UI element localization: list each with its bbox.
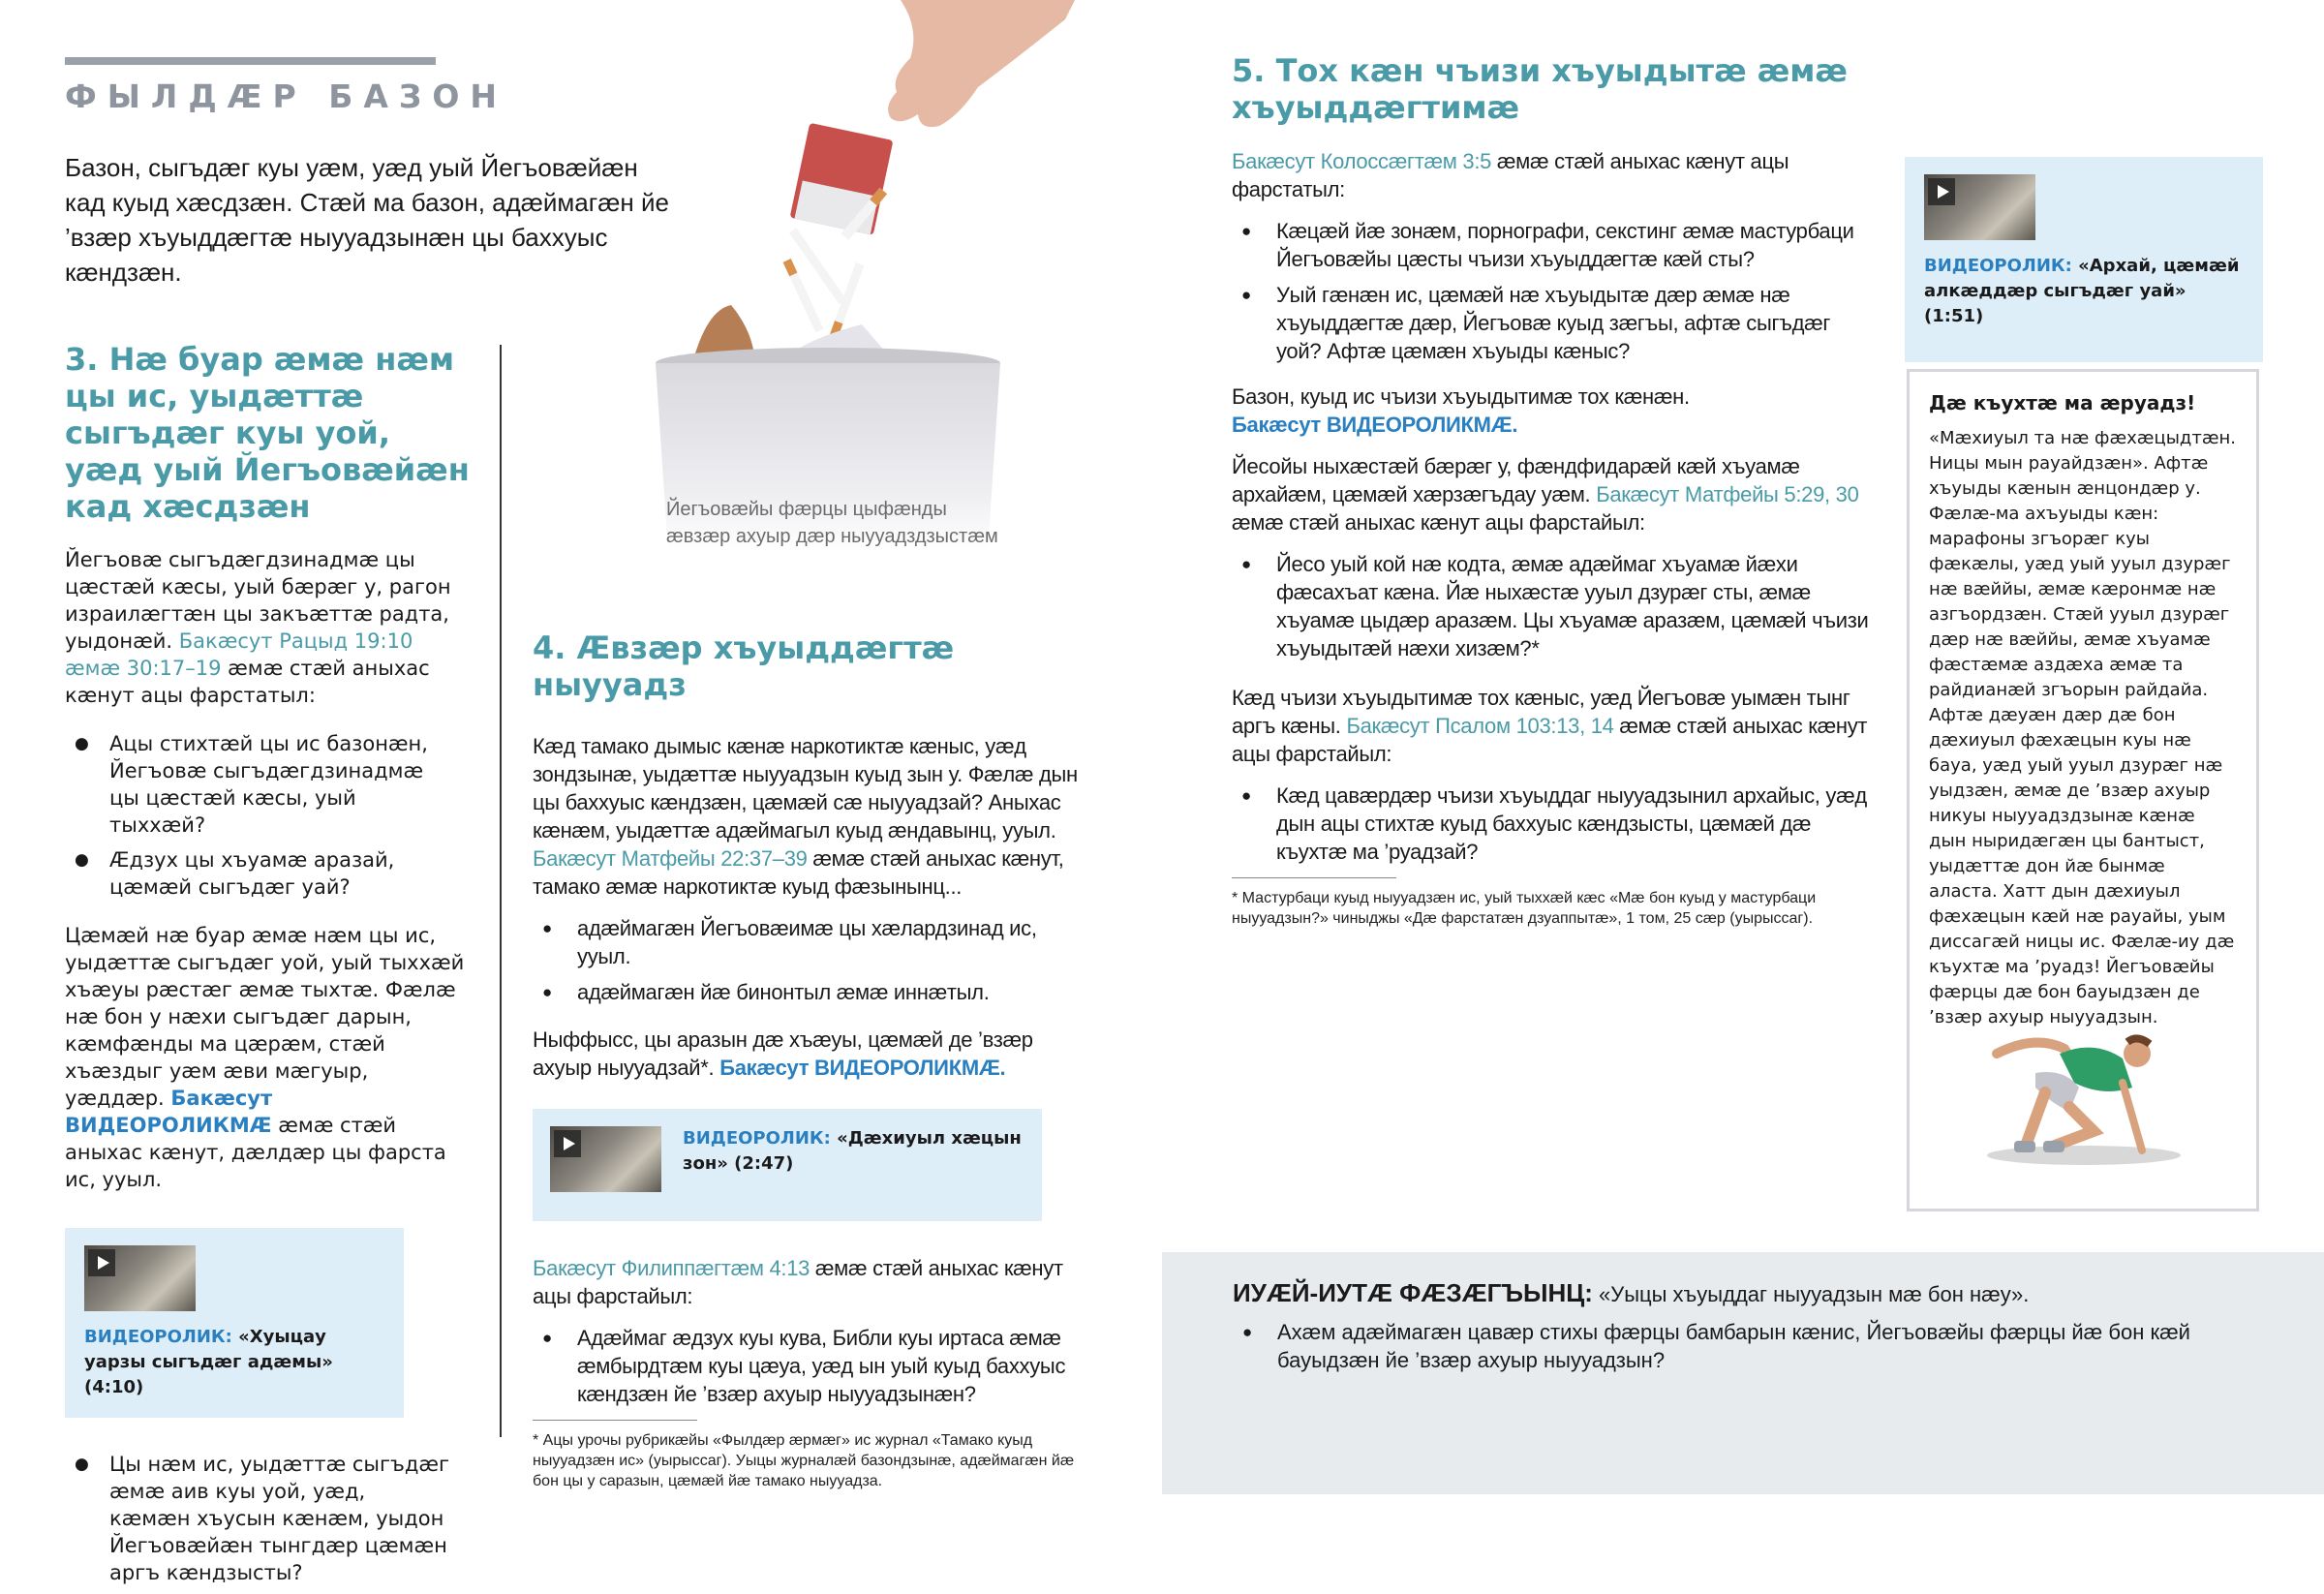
question-list-2: [65, 1451, 452, 1586]
video-label: ВИДЕОРОЛИК:: [1924, 256, 2072, 276]
section-3-heading: 3. Нæ буар æмæ нæм цы ис, уыдæттæ сыгъдæг куы уой, уæд уый Йегъовæйæн кад хæсдзæн: [65, 341, 470, 525]
runner-illustration: [1977, 1015, 2190, 1170]
question-item: ● Йесо уый кой нæ кодта, æмæ адæймаг хъуамæ йæхи фæсахъат кæна. Йæ ныхæстæ ууыл дзурæг сты, æмæ хъуамæ цыдæр аразæм. Цы хъуамæ аразæм, цæмæй чъизи хъуыдытæй нæхи хизæм?*: [1232, 550, 1881, 662]
section-5-paragraph-2: Базон, куыд ис чъизи хъуыдытимæ тох кæнæн. Бакæсут ВИДЕОРОЛИКМÆ.: [1232, 384, 1690, 437]
trash-can-illustration: [610, 0, 1075, 552]
review-label: ИУÆЙ-ИУТÆ ФÆЗÆГЪЫНЦ:: [1233, 1278, 1593, 1307]
play-icon[interactable]: [1928, 178, 1955, 205]
section-rule: [65, 57, 436, 65]
section-3-paragraph-2: Цæмæй нæ буар æмæ нæм цы ис, уыдæттæ сыгъдæг уой, уый тыххæй хъæуы рæстæг æмæ тыхтæ. Фæлæ нæ бон у нæхи сыгъдæг дарын, кæмфæнды ма цæрæм, стæй хъæздыг уæм æви мæгуыр, уæддæр. Бакæсут ВИДЕОРОЛИКМÆ æмæ стæй аныхас кæнут, дæлдæр цы фарста ис, ууыл.: [65, 924, 465, 1191]
review-quote: «Уыцы хъуыддаг ныууадзын мæ бон нæу».: [1592, 1282, 2030, 1306]
video-title: «Дæхиуыл хæцын зон» (2:47): [683, 1128, 1022, 1174]
play-icon[interactable]: [554, 1130, 581, 1157]
illustration-caption: Йегъовæйы фæрцы цыфæнды æвзæр ахуыр дæр ныууадздзыстæм: [666, 499, 998, 547]
section-5-heading: 5. Тох кæн чъизи хъуыдытæ æмæ хъуыддæгтимæ: [1232, 52, 1848, 126]
section-4-paragraph-2: Ныффысс, цы аразын дæ хъæуы, цæмæй де ’взæр ахуыр ныууадзай*. Бакæсут ВИДЕОРОЛИКМÆ.: [533, 1027, 1033, 1080]
review-question-list: [1233, 1318, 2201, 1374]
video-thumbnail[interactable]: [1924, 174, 2035, 240]
video-link[interactable]: Бакæсут ВИДЕОРОЛИКМÆ: [65, 1087, 273, 1137]
video-title: «Хуыцау уарзы сыгъдæг адæмы» (4:10): [84, 1327, 333, 1397]
topic-item: ● адæймагæн Йегъовæимæ цы хæлардзинад ис, ууыл.: [533, 914, 1094, 970]
section-4-paragraph: Кæд тамако дымыс кæнæ наркотиктæ кæныс, уæд зондзынæ, уыдæттæ ныууадзын куыд зын у. Фæлæ дын цы баххуыс кæндзæн, цæмæй сæ ныууадзай? Аныхас кæнæм, уыдæттæ адæймагыл куыд æндавынц, ууыл. Бакæсут Матфейы 22:37–39 æмæ стæй аныхас кæнут, тамако æмæ наркотиктæ куыд фæзынынц...: [533, 734, 1078, 899]
sidebar-video-box[interactable]: [1905, 157, 2263, 362]
video-title: «Архай, цæмæй алкæддæр сыгъдæг уай» (1:51): [1924, 256, 2240, 326]
video-thumbnail[interactable]: [84, 1245, 196, 1311]
question-list-2: [1232, 550, 1881, 662]
footnote-rule: [533, 1420, 697, 1421]
sidebar-box-title: Дæ къухтæ ма æруадз!: [1929, 391, 2196, 414]
question-item: ● Уый гæнæн ис, цæмæй нæ хъуыдытæ дæр æмæ нæ хъуыддæгтæ дæр, Йегъовæ куыд зæгъы, афтæ сыгъдæг уой? Афтæ цæмæн хъуыды кæныс?: [1232, 281, 1881, 365]
section-3: [65, 341, 472, 1594]
section-5-paragraph: Бакæсут Колоссæгтæм 3:5 æмæ стæй аныхас кæнут ацы фарстатыл:: [1232, 149, 1789, 201]
section-label: ФЫЛДÆР БАЗОН: [65, 77, 508, 115]
video-link[interactable]: Бакæсут ВИДЕОРОЛИКМÆ.: [1232, 413, 1518, 437]
section-3-paragraph: Йегъовæ сыгъдæгдзинадмæ цы цæстæй кæсы, уый бæрæг у, рагон израилæгтæн цы закъæттæ радта, уыдонæй. Бакæсут Рацыд 19:10 æмæ 30:17–19 æмæ стæй аныхас кæнут ацы фарстатыл:: [65, 548, 451, 707]
question-item: ● Адæймаг æдзух куы кува, Библи куы иртаса æмæ æмбырдтæм куы цæуа, уæд ын уый куыд баххуыс кæндзæн йе ’взæр ахуыр ныууадзынæн?: [533, 1324, 1094, 1408]
question-item: ● Ацы стихтæй цы ис базонæн, Йегъовæ сыгъдæгдзинадмæ цы цæстæй кæсы, уый тыххæй?: [65, 730, 452, 839]
scripture-link[interactable]: Бакæсут Рацыд 19:10 æмæ 30:17–19: [65, 629, 413, 680]
intro-paragraph: Базон, сыгъдæг куы уæм, уæд уый Йегъовæйæн кад куыд хæсдзæн. Стæй ма базон, адæймагæн йе ’взæр хъуыддæгтæ ныууадзынæн цы баххуыс кæндзæн.: [65, 153, 669, 287]
scripture-link[interactable]: Бакæсут Филиппæгтæм 4:13: [533, 1256, 810, 1280]
question-item: ● Цы нæм ис, уыдæттæ сыгъдæг æмæ аив куы уой, уæд, кæмæн хъусын кæнæм, уыдон Йегъовæйæн тынгдæр цæмæн аргъ кæндзысты?: [65, 1451, 452, 1586]
scripture-link[interactable]: Бакæсут Матфейы 5:29, 30: [1596, 482, 1859, 506]
question-item: ● Æдзух цы хъуамæ аразай, цæмæй сыгъдæг уай?: [65, 846, 452, 901]
video-label: ВИДЕОРОЛИК:: [683, 1128, 831, 1149]
footnote: * Ацы урочы рубрикæйы «Фылдæр æрмæг» ис журнал «Тамако куыд ныууадзæн ис» (уырыссаг). Уыцы журналæй базондзынæ, адæймагæн йæ бон цы у саразын, цæмæй йæ тамако ныууадза.: [533, 1432, 1075, 1489]
section-5-paragraph-4: Кæд чъизи хъуыдытимæ тох кæныс, уæд Йегъовæ уымæн тынг аргъ кæны. Бакæсут Псалом 103:13, 14 æмæ стæй аныхас кæнут ацы фарстайыл:: [1232, 686, 1868, 766]
question-list-3: [1232, 782, 1881, 866]
section-5-paragraph-3: Йесойы ныхæстæй бæрæг у, фæндфидарæй кæй хъуамæ архайæм, цæмæй хæрзæгъдау уæм. Бакæсут Матфейы 5:29, 30 æмæ стæй аныхас кæнут ацы фарстайыл:: [1232, 454, 1859, 535]
section-4-heading: 4. Æвзæр хъуыддæгтæ ныууадз: [533, 629, 955, 703]
question-list: [1232, 217, 1881, 365]
sidebar-box-text: «Мæхиуыл та нæ фæхæцыдтæн. Ницы мын рауайдзæн». Афтæ хъуыды кæнын æнцондæр у. Фæлæ-ма ахъуыды кæн: марафоны згъорæг куы фæкæлы, уæд уый ууыл дзурæг нæ вæййы, æмæ кæронмæ нæ азгъордзæн. Стæй ууыл дзурæг дæр нæ вæййы, æмæ хъуамæ фæстæмæ аздæха æмæ та райдианæй згъорын райдайа. Афтæ дæуæн дæр дæ бон дæхиуыл фæхæцын куы нæ бауа, уæд уый ууыл дзурæг нæ уыдзæн, æмæ де ’взæр ахуыр никуы ныууадздзынæ кæнæ дын ныридæгæн цы бантыст, уыдæттæ дон йæ бынмæ аласта. Хатт дын дæхиуыл фæхæцын кæй нæ рауайы, уым диссагæй ницы ис. Фæлæ-иу дæ къухтæ ма ’руадз! Йегъовæйы фæрцы дæ бон бауыдзæн де ’взæр ахуыр ныууадзын.: [1929, 428, 2237, 1027]
review-box: [1162, 1252, 2324, 1494]
hand-icon: [888, 0, 1075, 127]
video-box[interactable]: [533, 1109, 1042, 1221]
question-list: [533, 1324, 1094, 1408]
review-question-item: ● Ахæм адæймагæн цавæр стихы фæрцы бамбарын кæнис, Йегъовæйы фæрцы йæ бон кæй бауыдзæн йе ’взæр ахуыр ныууадзын?: [1233, 1318, 2201, 1374]
section-4-paragraph-3: Бакæсут Филиппæгтæм 4:13 æмæ стæй аныхас кæнут ацы фарстайыл:: [533, 1256, 1063, 1308]
footnote: * Мастурбаци куыд ныууадзæн ис, уый тыххæй кæс «Мæ бон куыд у мастурбаци ныууадзын?» чиныджы «Дæ фарстатæн дзуаппытæ», 1 том, 25 сæр (уырыссаг).: [1232, 890, 1817, 927]
topic-item: ● адæймагæн йæ бинонтыл æмæ иннæтыл.: [533, 978, 1094, 1006]
scripture-link[interactable]: Бакæсут Матфейы 22:37–39: [533, 846, 808, 871]
video-link[interactable]: Бакæсут ВИДЕОРОЛИКМÆ.: [719, 1056, 1006, 1080]
footnote-rule: [1232, 877, 1396, 878]
column-divider: [500, 345, 502, 1437]
section-4: [533, 629, 1094, 1491]
video-thumbnail[interactable]: [550, 1126, 661, 1192]
scripture-link[interactable]: Бакæсут Колоссæгтæм 3:5: [1232, 149, 1492, 173]
topic-list: [533, 914, 1094, 1006]
question-list: [65, 730, 452, 901]
question-item: ● Кæцæй йæ зонæм, порнографи, секстинг æмæ мастурбаци Йегъовæйы цæсты чъизи хъуыддæгтæ кæй сты?: [1232, 217, 1881, 273]
video-label: ВИДЕОРОЛИК:: [84, 1327, 232, 1347]
section-5: [1232, 52, 1881, 929]
scripture-link[interactable]: Бакæсут Псалом 103:13, 14: [1346, 714, 1614, 738]
question-item: ● Кæд цавæрдæр чъизи хъуыддаг ныууадзынил архайыс, уæд дын ацы стихтæ куыд баххуыс кæндзысты, цæмæй дæ къухтæ ма ’руадзай?: [1232, 782, 1881, 866]
video-box[interactable]: [65, 1228, 404, 1418]
sidebar-box: [1907, 369, 2259, 1211]
play-icon[interactable]: [88, 1249, 115, 1276]
